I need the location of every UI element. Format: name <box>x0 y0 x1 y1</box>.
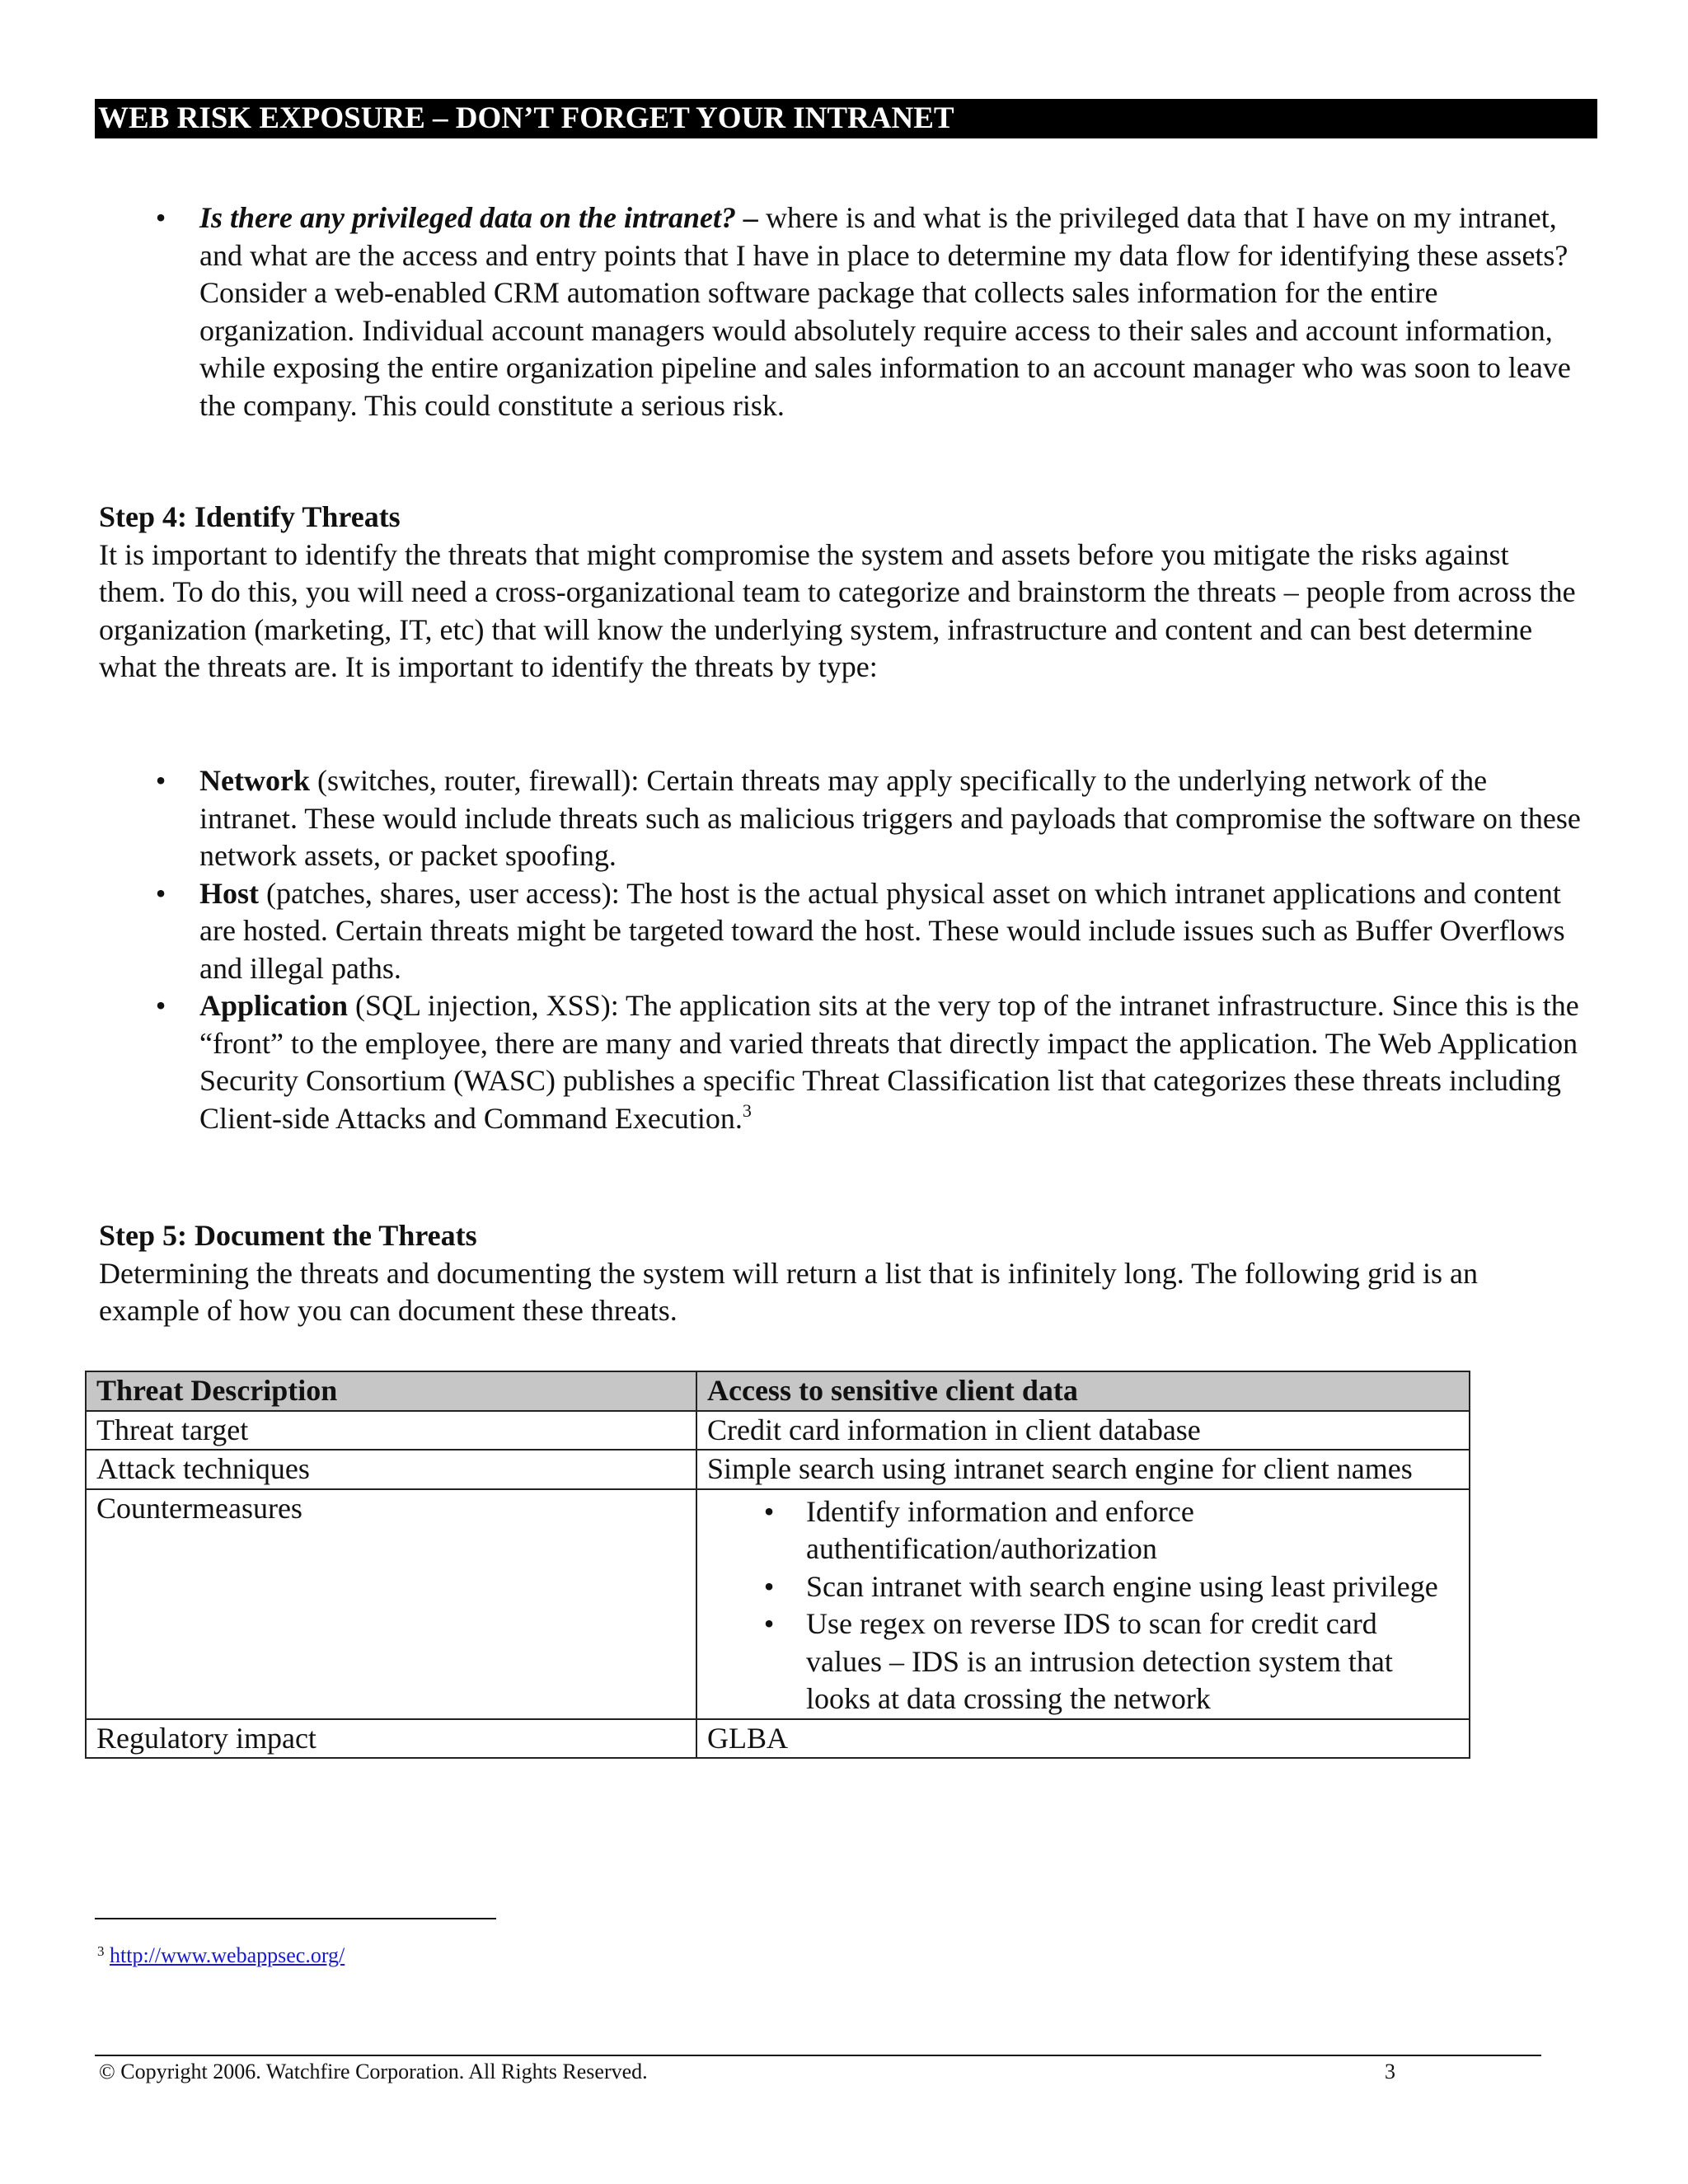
bullet-text: (patches, shares, user access): The host is the actual physical asset on which intranet applications and content are hosted. Certain threats might be targeted toward the host. These would include issues such as Buffer Overflows and illegal paths. <box>199 876 1565 985</box>
step4-body: It is important to identify the threats that might compromise the system and assets before you mitigate the risks against them. To do this, you will need a cross-organizational team to categorize and brainstorm the threats – people from across the organization (marketing, IT, etc) that will know the underlying system, infrastructure and content and can best determine what the threats are. It is important to identify the threats by type: <box>99 537 1576 683</box>
page-number: 3 <box>1385 2060 1395 2083</box>
table-cell: Attack techniques <box>86 1450 696 1489</box>
bullet-icon: • <box>155 989 166 1022</box>
list-item <box>148 875 1582 988</box>
section-title: WEB RISK EXPOSURE – DON’T FORGET YOUR INTRANET <box>95 99 1597 138</box>
bullet-text: (SQL injection, XSS): The application sits at the very top of the intranet infrastructure. Since this is the “front” to the employee, there are many and varied threats that directly impact the application. The Web Application Security Consortium (WASC) publishes a specific Threat Classification list that categorizes these threats including Client-side Attacks and Command Execution. <box>199 989 1579 1135</box>
table-cell: Regulatory impact <box>86 1719 696 1759</box>
threat-grid-table <box>85 1371 1470 1759</box>
list-item <box>707 1605 1459 1718</box>
table-cell: Credit card information in client database <box>696 1411 1470 1451</box>
countermeasure-text: Scan intranet with search engine using least privilege <box>806 1569 1438 1603</box>
table-cell <box>696 1489 1470 1719</box>
bullet-term: Application <box>199 989 349 1022</box>
footnote-divider <box>95 1918 496 1919</box>
footnote-number: 3 <box>97 1943 105 1959</box>
threat-type-list <box>148 762 1582 1137</box>
step5-heading: Step 5: Document the Threats <box>99 1219 477 1252</box>
bullet-icon: • <box>763 1494 775 1528</box>
table-cell: Simple search using intranet search engine for client names <box>696 1450 1470 1489</box>
table-header-cell: Threat Description <box>86 1371 696 1411</box>
table-header-row <box>86 1371 1470 1411</box>
bullet-lead: Is there any privileged data on the intranet? – <box>199 201 759 234</box>
table-cell: Threat target <box>86 1411 696 1451</box>
list-item <box>707 1568 1459 1606</box>
step5-section <box>99 1217 1582 1330</box>
table-row <box>86 1719 1470 1759</box>
list-item <box>148 199 1582 424</box>
bullet-icon: • <box>155 201 166 234</box>
step5-body: Determining the threats and documenting the system will return a list that is infinitely long. The following grid is an example of how you can document these threats. <box>99 1256 1479 1327</box>
table-row <box>86 1450 1470 1489</box>
bullet-term: Network <box>199 764 310 797</box>
footer-copyright: © Copyright 2006. Watchfire Corporation. All Rights Reserved. <box>99 2060 648 2083</box>
footnote <box>97 1938 345 1969</box>
table-header-cell: Access to sensitive client data <box>696 1371 1470 1411</box>
table-cell: Countermeasures <box>86 1489 696 1719</box>
bullet-text: where is and what is the privileged data that I have on my intranet, and what are the access and entry points that I have in place to determine my data flow for identifying these assets? Consider a web-enabled CRM automation software package that collects sales information for the entire organization. Individual account managers would absolutely require access to their sales and account information, while exposing the entire organization pipeline and sales information to an account manager who was soon to leave the company. This could constitute a serious risk. <box>199 201 1571 422</box>
table-row <box>86 1489 1470 1719</box>
footnote-ref: 3 <box>742 1099 752 1121</box>
table-cell: GLBA <box>696 1719 1470 1759</box>
footer-divider <box>95 2055 1541 2056</box>
bullet-icon: • <box>155 876 166 910</box>
bullet-icon: • <box>763 1607 775 1640</box>
bullet-icon: • <box>155 764 166 797</box>
list-item <box>707 1493 1459 1568</box>
countermeasure-text: Identify information and enforce authentification/authorization <box>806 1494 1194 1565</box>
list-item <box>148 987 1582 1137</box>
bullet-icon: • <box>763 1569 775 1603</box>
step4-heading: Step 4: Identify Threats <box>99 500 401 533</box>
countermeasure-list <box>707 1493 1459 1718</box>
list-item <box>148 762 1582 875</box>
table-row <box>86 1411 1470 1451</box>
step4-section <box>99 499 1582 687</box>
footnote-link[interactable]: http://www.webappsec.org/ <box>110 1943 345 1967</box>
intro-bullet-list <box>148 199 1582 424</box>
countermeasure-text: Use regex on reverse IDS to scan for credit card values – IDS is an intrusion detection system that looks at data crossing the network <box>806 1607 1393 1715</box>
bullet-term: Host <box>199 876 259 910</box>
bullet-text: (switches, router, firewall): Certain threats may apply specifically to the underlying network of the intranet. These would include threats such as malicious triggers and payloads that compromise the software on these network assets, or packet spoofing. <box>199 764 1581 872</box>
